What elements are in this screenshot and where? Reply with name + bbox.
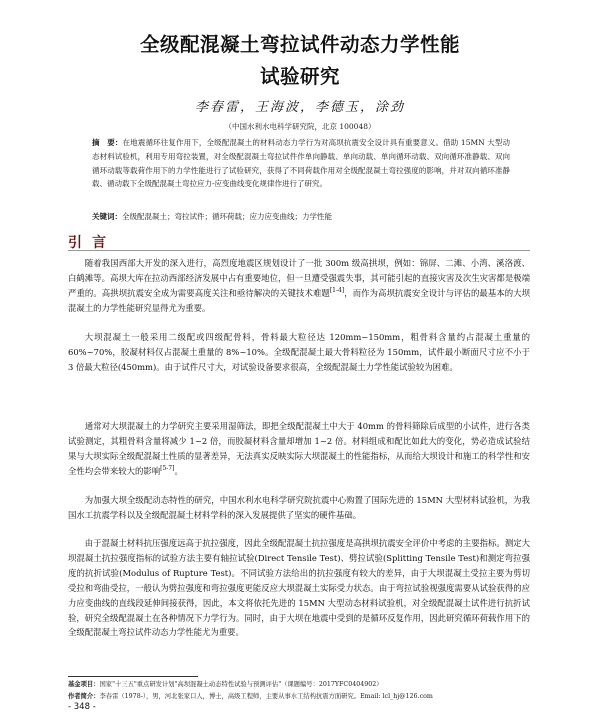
footnote-funding-text: 国家"十三五"重点研发计划"高坝混凝土动态特性试验与预测评估"（课题编号：2017YFC0404902） bbox=[99, 681, 383, 688]
author-list: 李春雷，王海波，李德玉，涂劲 bbox=[194, 100, 405, 115]
keywords-label: 关键词： bbox=[92, 212, 122, 221]
body-paragraph-5 bbox=[68, 536, 530, 640]
section-heading: 引言 bbox=[68, 235, 116, 251]
body-paragraph-1 bbox=[68, 256, 530, 316]
body-paragraph-2 bbox=[68, 330, 530, 375]
paper-title-line-1: 全级配混凝土弯拉试件动态力学性能 bbox=[139, 33, 460, 56]
body-paragraph-4 bbox=[68, 493, 530, 523]
keywords bbox=[92, 210, 510, 224]
abstract-text: 在地震循环往复作用下，全级配混凝土的材料动态力学行为对高坝抗震安全设计具有重要意义。借助 15MN 大型动态材料试验机，利用专用弯拉装置，对全级配混凝土弯拉试件作单向静载、单向动载、单向循环动载、双向循环准静载、双向循环动载等载荷作用下的力学性能进行了试验研究，获得了不同荷载作用对全级配混凝土弯拉强度的影响，并对双向循环准静载、循动载下全级配混凝土弯拉应力-应变曲线变化规律作进行了研究。 bbox=[92, 138, 511, 189]
footnote-funding-label: 基金项目： bbox=[68, 681, 100, 688]
paragraph-text: 通常对大坝混凝土的力学研究主要采用湿筛法，即把全级配混凝土中大于 40mm 的骨料筛除后成型的小试件，进行各类试验测定，其粗骨料含量将减少 1~2 倍，而胶凝材料含量却增加 1~2 倍。材料组成和配比如此大的变化，势必造成试验结果与大坝实际全级配混凝土性质的显著差异，无法真实反映实际大坝混凝土的性能指标，从而给大坝设计和施工的科学性和安全性均会带来较大的影响 bbox=[68, 421, 530, 476]
paragraph-text: 随着我国西部大开发的深入进行，高烈度地震区规划设计了一批 300m 级高拱坝，例如：锦屏、二滩、小湾、溪洛渡、白鹤滩等。高坝大库在拉动西部经济发展中占有重要地位，但一旦遭受强震失事，其可能引起的直接灾害及次生灾害都是极端严重的。高拱坝抗震安全成为需要高度关注和亟待解决的关键技术难题 bbox=[68, 258, 530, 298]
body-paragraph-3 bbox=[68, 419, 530, 479]
citation-ref: [1-4] bbox=[329, 287, 345, 295]
paragraph-text: 。 bbox=[174, 465, 183, 476]
paragraph-text: 大坝混凝土一般采用二级配或四级配骨料，骨料最大粒径达 120mm~150mm，粗骨料含量约占混凝土重量的 60%~70%，胶凝材料仅占混凝土重量的 8%~10%。全级配混凝土最大骨料粒径为 150mm，试件最小断面尺寸应不小于 3 倍最大粒径(450mm)。由于试件尺寸大，对试验设备要求很高，全级配混凝土力学性能试验较为困难。 bbox=[68, 332, 530, 372]
footnote-author-label: 作者简介： bbox=[68, 693, 100, 700]
footnote-author bbox=[68, 692, 530, 702]
footnote-divider bbox=[68, 676, 198, 677]
footnote-funding bbox=[68, 680, 530, 690]
keywords-text: 全级配混凝土；弯拉试件；循环荷载；应力应变曲线；力学性能 bbox=[122, 212, 332, 221]
paragraph-text: ，而作为高坝抗震安全设计与评估的最基本的大坝混凝土的力学性能研究显得尤为重要。 bbox=[68, 287, 531, 313]
section-divider bbox=[68, 250, 530, 251]
paragraph-text: 由于混凝土材料抗压强度远高于抗拉强度，因此全级配混凝土抗拉强度是高拱坝抗震安全评价中考虑的主要指标。测定大坝混凝土抗拉强度指标的试验方法主要有轴拉试验(Direct Tensile Test)、劈拉试验(Splitting Tensile Test)和测定弯拉强度的抗折试验(Modulus of Rupture Test)。不同试验方法给出的抗拉强度有较大的差异，由于大坝混凝土受拉主要为剪切受拉和弯曲受拉，一般认为劈拉强度和弯拉强度更能反应大坝混凝土实际受力状态。由于弯拉试验视强度需要从试验获得的应力应变曲线的直线段延伸间接获得，因此，本文将依托先进的 15MN 大型动态材料试验机，对全级配混凝土试件进行抗折试验，研究全级配混凝土在各种情况下力学行为。同时，由于大坝在地震中受到的是循环反复作用，因此研究循环荷载作用下的全级配混凝土弯拉试件动态力学性能尤为重要。 bbox=[68, 538, 530, 638]
footnote-author-text: 李春雷（1978-），男，河北张家口人，博士，高级工程师，主要从事水工结构抗震方面研究。Email: lcl_hj@126.com bbox=[99, 693, 433, 700]
citation-ref: [5-7] bbox=[160, 464, 175, 472]
abstract bbox=[92, 136, 510, 191]
abstract-label: 摘 要： bbox=[92, 138, 123, 147]
paragraph-text: 为加强大坝全级配动态特性的研究，中国水利水电科学研究院抗震中心购置了国际先进的 15MN 大型材料试验机，为我国水工抗震学科以及全级配混凝土材料学科的深入发展提供了坚实的硬件基础。 bbox=[68, 495, 530, 520]
paper-title-line-2: 试验研究 bbox=[259, 65, 340, 88]
affiliation: （中国水利水电科学研究院，北京 100048） bbox=[224, 122, 376, 131]
page-number: - 348 - bbox=[68, 702, 96, 712]
